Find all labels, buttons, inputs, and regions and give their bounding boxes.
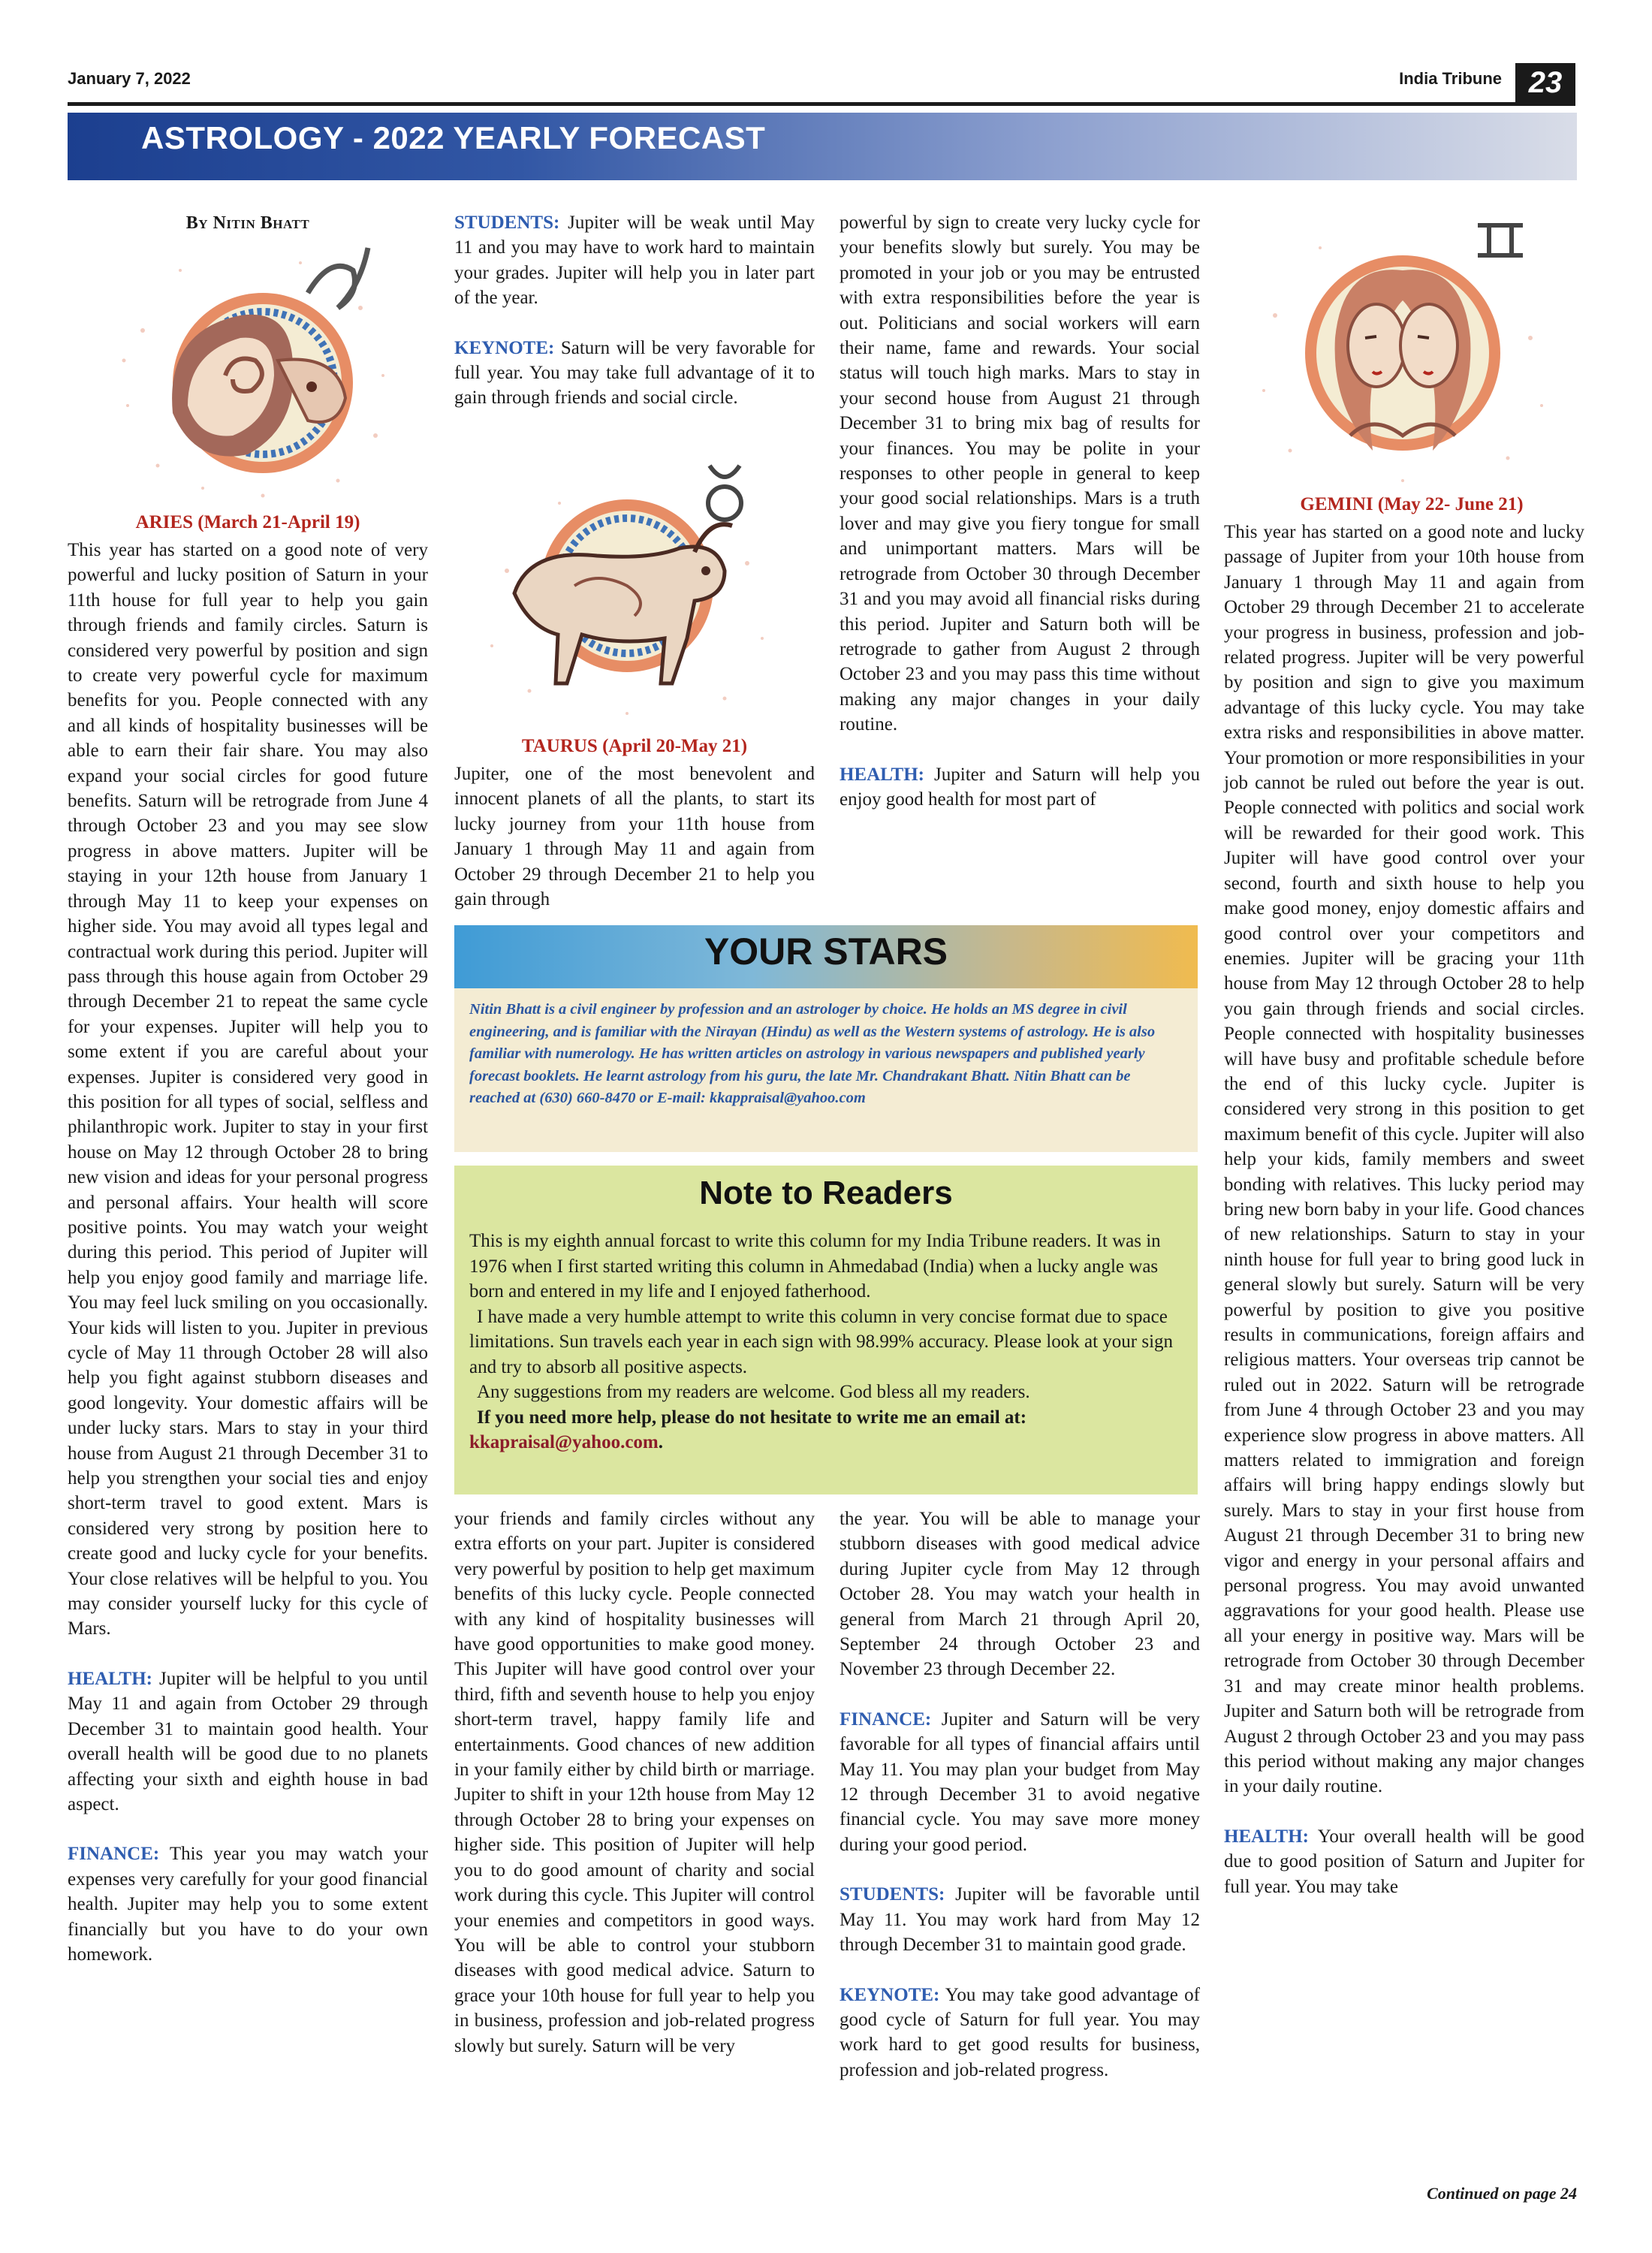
taurus-heading: TAURUS (April 20-May 21) (521, 736, 748, 756)
column-three-bottom (840, 1507, 1200, 2083)
continued-notice: Continued on page 24 (1427, 2184, 1577, 2203)
taurus-students-text: Jupiter will be favorable until May 11. You may work hard from May 12 through December 31 to maintain good grade. (840, 1884, 1200, 1956)
taurus-finance-label: FINANCE: (840, 1709, 932, 1730)
aries-health-label: HEALTH: (68, 1668, 153, 1689)
taurus-keynote (840, 1983, 1200, 2083)
taurus-body-bottom: your friends and family circles without any extra efforts on your part. Jupiter is considered very powerful by position to help get maximum benefits of this lucky cycle. People connected with any kind of hospitality businesses will have good opportunities to make good money. This Jupiter will have good control over your third, fifth and seventh house to help you enjoy short-term travel, happy family life and entertainments. Good chances of new addition in your family either by child birth or marriage. Jupiter to shift in your 12th house from May 12 through October 28 to bring your expenses on higher side. This position of Jupiter will help you to do good amount of charity and social work during this cycle. This Jupiter will control your enemies and competitors in good ways. You will be able to control your stubborn diseases with good medical advice. Saturn to grace your 10th house for full year to help you in business, profession and job-related progress slowly but surely. Saturn will be very (454, 1509, 815, 2056)
taurus-health-top (840, 762, 1200, 813)
aries-finance-text: This year you may watch your expenses very carefully for your good financial health. Jupiter may help you to some extent financially but you have to do your own homework. (68, 1844, 428, 1965)
taurus-column-top (454, 762, 815, 912)
taurus-students (840, 1882, 1200, 1957)
taurus-health-text-top: Jupiter and Saturn will help you enjoy good health for most part of (840, 764, 1201, 810)
your-stars-title: YOUR STARS (704, 930, 948, 973)
aries-finance-label: FINANCE: (68, 1844, 160, 1865)
byline: By Nitin Bhatt (185, 213, 310, 233)
note-paragraph-3: Any suggestions from my readers are welcome. God bless all my readers. (477, 1382, 1030, 1402)
taurus-column-bottom (454, 1507, 815, 2058)
taurus-students-label: STUDENTS: (840, 1884, 945, 1905)
aries-finance (68, 1841, 428, 1967)
aries-ram-icon (113, 240, 398, 503)
note-paragraph-4: If you need more help, please do not hesitate to write me an email at: (477, 1407, 1027, 1428)
gemini-column (1224, 520, 1584, 1899)
section-title: ASTROLOGY - 2022 YEARLY FORECAST (141, 120, 766, 155)
aries-health-text: Jupiter will be helpful to you until May 11 and again from October 29 through December 31 to maintain good health. Your overall health will be good due to no planets affecting your sixth and eighth house in bad aspect. (68, 1668, 428, 1814)
aries-keynote-text: Saturn will be very favorable for full year. You may take full advantage of it to gain through friends and social circle. (454, 337, 815, 409)
aries-body: This year has started on a good note of very powerful and lucky position of Saturn in your 11th house for full year to help you gain through friends and family circles. Saturn is considered very powerful by position and sign to create very powerful cycle for maximum benefits for you. People connected with any and all kinds of hospitality businesses will be able to earn their fair share. You may also expand your social circles for good future benefits. Saturn will be retrograde from June 4 through October 23 and you may see slow progress in above matters. Jupiter will be staying in your 12th house from January 1 through May 11 to keep your expenses on higher side. You may avoid all types legal and contractual work during this period. Jupiter will pass through this house again from October 29 through December 21 to repeat the same cycle for your expenses. Jupiter will help you to some extent if you are careful about your expenses. Jupiter is considered very good in this position for all types of social, selfless and philanthropic work. Jupiter to stay in your first house on May 12 through October 28 to bring new vision and ideas for your personal progress and personal affairs. Your health will score positive points. You may watch your weight during this period. This period of Jupiter will help you enjoy good family and marriage life. You may feel luck smiling on you occasionally. Your kids will listen to you. Jupiter in previous cycle of May 11 through October 28 will also help you fight against stubborn diseases and good longevity. Your domestic affairs will be under lucky stars. Mars to stay in your third house from August 21 through December 31 to help you strengthen your social ties and enjoy short-term travel to good extent. Mars is considered very strong by position here to create good and lucky cycle for your benefits. Your close relatives will be helpful to you. You may consider yourself lucky for this cycle of Mars. (68, 540, 428, 1639)
note-to-readers-text (469, 1229, 1183, 1455)
author-email-link[interactable]: kkapraisal@yahoo.com (469, 1432, 659, 1452)
aries-students-label: STUDENTS: (454, 213, 560, 233)
note-paragraph-2: I have made a very humble attempt to write this column in very concise format due to space limitations. Sun travels each year in each sign with 98.99% accuracy. Please look at your sign and try to absorb all positive aspects. (469, 1306, 1174, 1377)
issue-date: January 7, 2022 (68, 69, 191, 88)
gemini-heading: GEMINI (May 22- June 21) (1300, 494, 1524, 514)
taurus-keynote-label: KEYNOTE: (840, 1984, 940, 2005)
taurus-keynote-text: You may take good advantage of good cycle of Saturn for full year. You may work hard to get good results for business, profession and job-related progress. (840, 1984, 1200, 2080)
gemini-health-label: HEALTH: (1224, 1826, 1310, 1847)
aries-heading: ARIES (March 21-April 19) (135, 512, 360, 532)
header-rule (68, 102, 1575, 106)
note-email-period: . (658, 1432, 664, 1452)
page-number: 23 (1515, 63, 1575, 102)
gemini-health (1224, 1824, 1584, 1899)
taurus-body-top: Jupiter, one of the most benevolent and innocent planets of all the plants, to start its lucky journey from your 11th house from January 1 through May 11 and again from October 29 through December 21 to help you gain through (454, 764, 815, 910)
aries-health (68, 1666, 428, 1817)
publication-name: India Tribune (1399, 69, 1502, 88)
aries-continued (454, 210, 815, 411)
aries-students-text: Jupiter will be weak until May 11 and you may have to work hard to maintain your grades. Jupiter will help you in later part of the year. (454, 213, 815, 309)
aries-column (68, 538, 428, 1967)
gemini-twins-icon (1253, 210, 1553, 488)
author-bio: Nitin Bhatt is a civil engineer by profession and an astrologer by choice. He holds an MS degree in civil engineering, and is familiar with the Nirayan (Hindu) as well as the Western systems of astrology. He is also familiar with numerology. He has written articles on astrology in various newspapers and published yearly forecast booklets. He learnt astrology from his guru, the late Mr. Chandrakant Bhatt. Nitin Bhatt can be reached at (630) 660-8470 or E-mail: kkappraisal@yahoo.com (469, 1001, 1156, 1106)
taurus-health-bottom: the year. You will be able to manage your stubborn diseases with good medical advice during Jupiter cycle from May 12 through October 28. You may watch your health in general from March 21 through April 20, September 24 through October 23 and November 23 through December 22. (840, 1509, 1200, 1680)
gemini-health-text: Your overall health will be good due to good position of Saturn and Jupiter for full year. You may take (1224, 1826, 1584, 1897)
note-paragraph-1: This is my eighth annual forcast to write this column for my India Tribune readers. It was in 1976 when I first started writing this column in Ahmedabad (India) when a lucky angle was born and entered in my life and I enjoyed fatherhood. (469, 1231, 1161, 1301)
aries-keynote-label: KEYNOTE: (454, 337, 555, 358)
taurus-body-continued: powerful by sign to create very lucky cycle for your benefits slowly but surely. You may be promoted in your job or you may be entrusted with extra responsibilities before the year is out. Politicians and social workers will earn their name, fame and rewards. Your social status will touch high marks. Mars to stay in your second house from August 21 through December 31 to bring mix bag of results for your finances. You may be polite in your responses to other people in general to keep your good social relationships. Mars is a truth lover and may give you fiery tongue for small and unimportant matters. Mars will be retrograde from October 30 through December 31 and you may avoid all financial risks during this period. Jupiter and Saturn both will be retrograde to gather from August 2 through October 23 and you may pass this time without making any major changes in your daily routine. (840, 213, 1200, 735)
taurus-health-label: HEALTH: (840, 764, 925, 785)
aries-keynote (454, 336, 815, 411)
note-to-readers-title: Note to Readers (699, 1175, 953, 1211)
taurus-finance (840, 1707, 1200, 1857)
column-three-top (840, 210, 1200, 812)
note-email-line (469, 1430, 1183, 1455)
taurus-finance-text: Jupiter and Saturn will be very favorable for all types of financial affairs until May 11. You may plan your budget from May 12 through December 31 to avoid negative financial cycle. You may save more money during your good period. (840, 1709, 1200, 1855)
aries-students (454, 210, 815, 311)
taurus-bull-icon (484, 458, 770, 721)
gemini-body: This year has started on a good note and lucky passage of Jupiter from your 10th house from January 1 through May 11 and again from October 29 through December 21 to accelerate your progress in business, profession and job-related progress. Jupiter will be very powerful by position and sign to give you maximum advantage of this lucky cycle. You may take extra risks and responsibilities in above matter. Your promotion or more responsibilities in your job cannot be ruled out before the year is out. People connected with politics and social work will be rewarded for their good work. This Jupiter will have good control over your second, fourth and sixth house to help you make good money, enjoy domestic affairs and good control over your competitors and enemies. Jupiter will be gracing your 11th house from May 12 through October 28 to help you gain through friends and social circles. People connected with hospitality businesses will have busy and profitable schedule before the end of this lucky cycle. Jupiter is considered very strong in this position to get maximum benefit of this cycle. Jupiter will also help your kids, family members and sweet bonding with relatives. This lucky period may bring new born baby in your life. Good chances of new relationships. Saturn to stay in your ninth house for full year to bring good luck in general slowly but surely. Saturn will be very powerful by position to give you positive results in communications, foreign affairs and religious matters. Your overseas trip cannot be ruled out in 2022. Saturn will be retrograde from June 4 through October 23 and you may experience slow progress in above matters. All matters related to immigration and foreign affairs will bring happy endings slowly but surely. Mars to stay in your first house from August 21 through December 31 to bring new vigor and energy in your personal affairs and personal progress. You may avoid unwanted aggravations for your good health. Please use all your energy in positive way. Mars will be retrograde from October 30 through December 31 and may create minor health problems. Jupiter and Saturn both will be retrograde from August 2 through October 23 and you may pass this period without making any major changes in your daily routine. (1224, 522, 1584, 1797)
